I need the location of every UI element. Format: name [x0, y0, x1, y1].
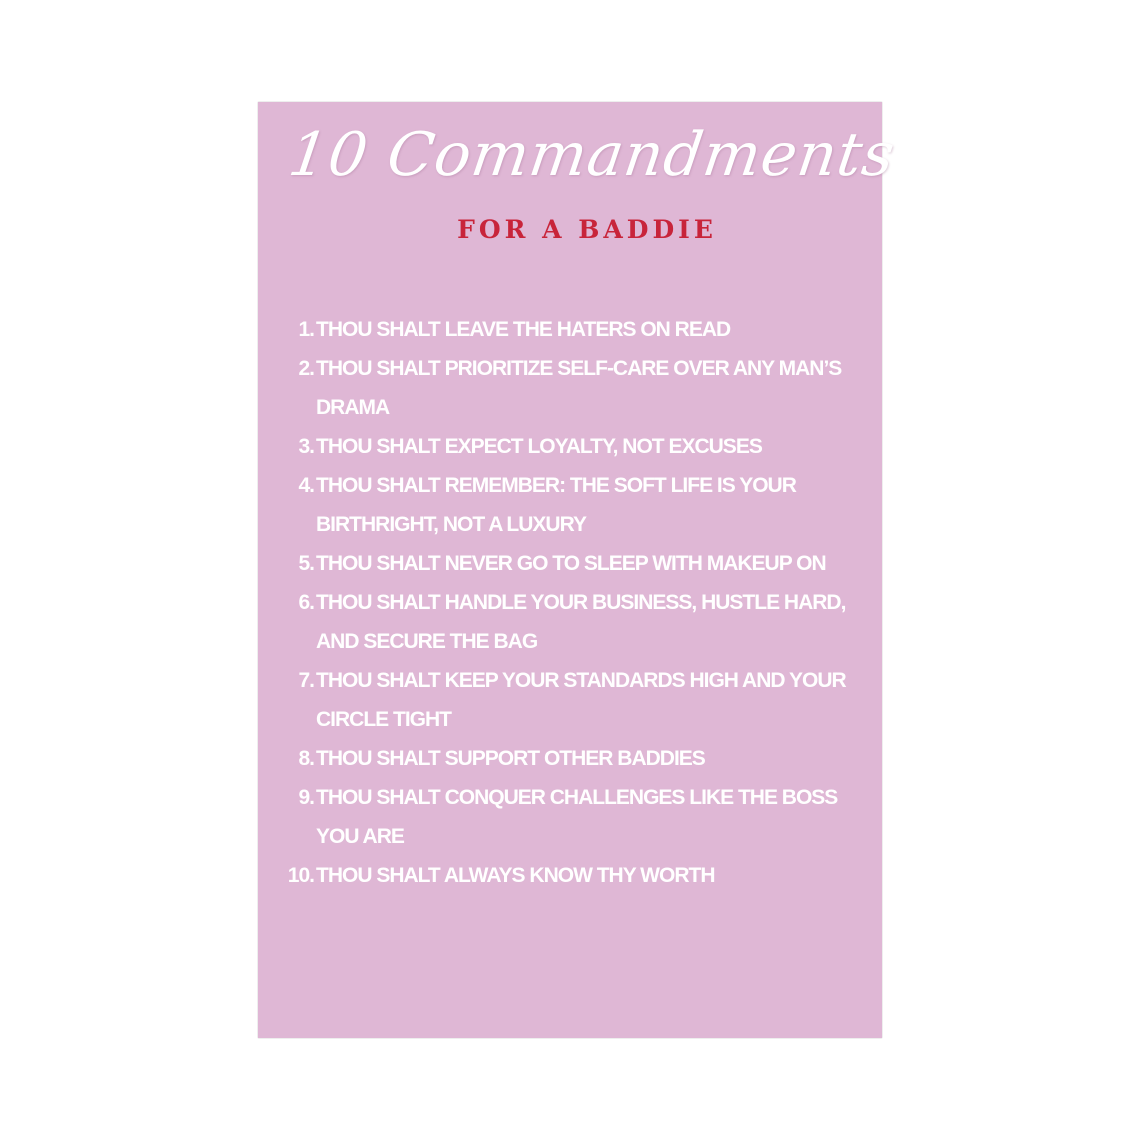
commandment-text: THOU SHALT KEEP YOUR STANDARDS HIGH AND YOUR CIRCLE TIGHT [316, 669, 846, 731]
commandment-text: THOU SHALT CONQUER CHALLENGES LIKE THE BOSS YOU ARE [316, 786, 838, 848]
commandment-item [258, 427, 882, 466]
poster [258, 102, 900, 1038]
commandment-item [258, 778, 882, 856]
commandment-text: THOU SHALT PRIORITIZE SELF-CARE OVER ANY MAN’S DRAMA [316, 357, 842, 419]
commandment-item [258, 310, 882, 349]
commandment-text: THOU SHALT ALWAYS KNOW THY WORTH [316, 864, 715, 887]
commandment-number: 2. [298, 357, 314, 380]
commandment-text: THOU SHALT LEAVE THE HATERS ON READ [316, 318, 731, 341]
commandment-number: 1. [298, 318, 314, 341]
commandment-item [258, 856, 882, 895]
commandment-text: THOU SHALT HANDLE YOUR BUSINESS, HUSTLE HARD, AND SECURE THE BAG [316, 591, 846, 653]
commandment-item [258, 349, 882, 427]
commandment-text: THOU SHALT SUPPORT OTHER BADDIES [316, 747, 705, 770]
commandment-number: 5. [298, 552, 314, 575]
commandment-item [258, 661, 882, 739]
commandment-text: THOU SHALT NEVER GO TO SLEEP WITH MAKEUP ON [316, 552, 826, 575]
commandment-number: 7. [298, 669, 314, 692]
poster-subtitle: FOR A BADDIE [457, 215, 717, 244]
commandment-number: 10. [287, 864, 314, 887]
commandment-number: 8. [298, 747, 314, 770]
commandment-item [258, 739, 882, 778]
commandment-number: 3. [298, 435, 314, 458]
commandment-number: 6. [298, 591, 314, 614]
commandment-item [258, 583, 882, 661]
commandments-list [258, 310, 882, 895]
commandment-item [258, 466, 882, 544]
poster-title: 10 Commandments [284, 120, 900, 190]
commandment-text: THOU SHALT REMEMBER: THE SOFT LIFE IS YOUR BIRTHRIGHT, NOT A LUXURY [316, 474, 796, 536]
commandment-number: 4. [298, 474, 314, 497]
commandment-item [258, 544, 882, 583]
commandment-text: THOU SHALT EXPECT LOYALTY, NOT EXCUSES [316, 435, 762, 458]
commandment-number: 9. [298, 786, 314, 809]
